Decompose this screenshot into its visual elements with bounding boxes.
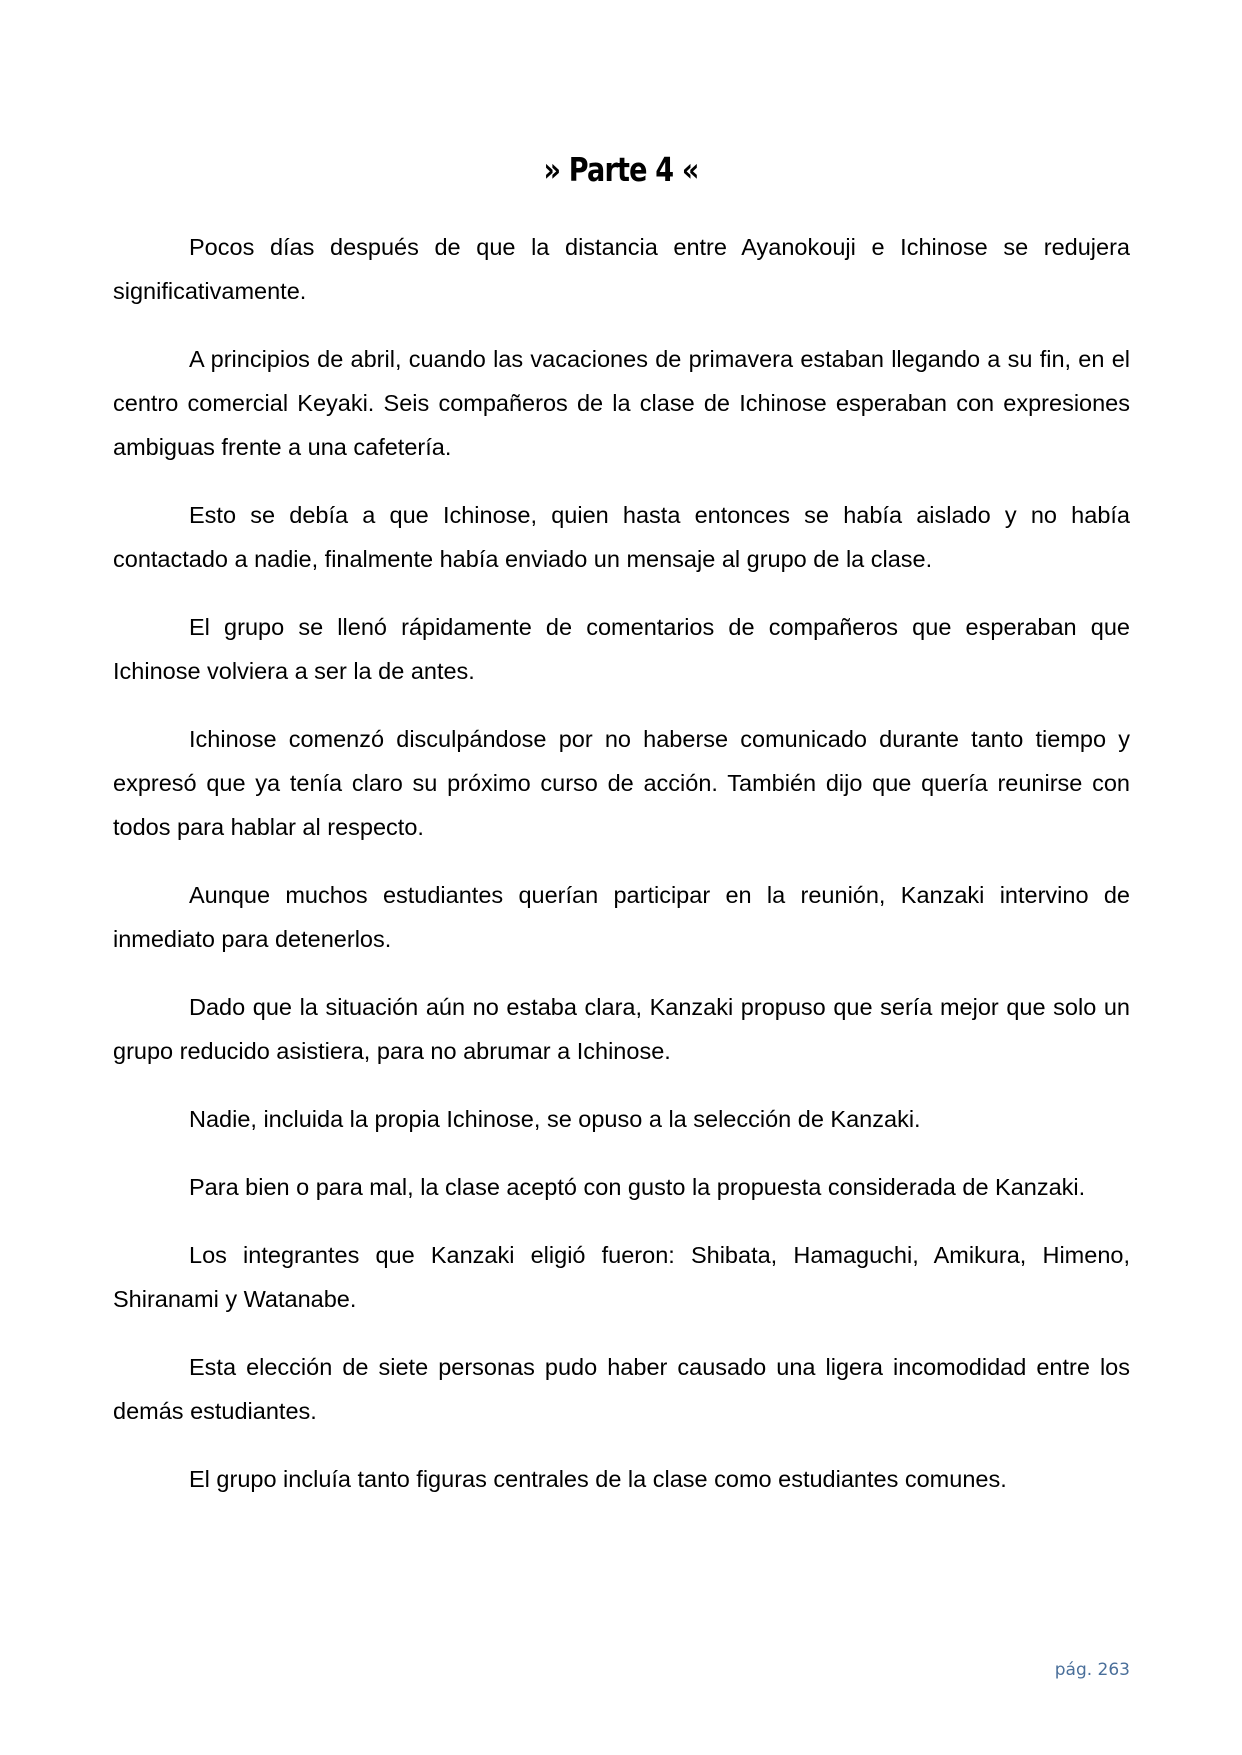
paragraph: Dado que la situación aún no estaba clara, Kanzaki propuso que sería mejor que solo un grupo reducido asistiera, para no abrumar a Ichinose. (113, 994, 1130, 1064)
page-number: pág. 263 (1054, 1660, 1130, 1680)
paragraph: Pocos días después de que la distancia entre Ayanokouji e Ichinose se redujera significativamente. (113, 234, 1130, 304)
paragraph: Esta elección de siete personas pudo haber causado una ligera incomodidad entre los demás estudiantes. (113, 1354, 1130, 1424)
paragraph: El grupo incluía tanto figuras centrales de la clase como estudiantes comunes. (189, 1466, 1007, 1492)
paragraph: Ichinose comenzó disculpándose por no haberse comunicado durante tanto tiempo y expresó que ya tenía claro su próximo curso de acción. También dijo que quería reunirse con todos para hablar al respecto. (113, 726, 1130, 840)
paragraph: A principios de abril, cuando las vacaciones de primavera estaban llegando a su fin, en el centro comercial Keyaki. Seis compañeros de la clase de Ichinose esperaban con expresiones ambiguas frente a una cafetería. (113, 346, 1130, 460)
paragraph: Para bien o para mal, la clase aceptó con gusto la propuesta considerada de Kanzaki. (189, 1174, 1086, 1200)
section-title: » Parte 4 « (543, 150, 699, 189)
body-text (113, 225, 1130, 1525)
paragraph: Aunque muchos estudiantes querían participar en la reunión, Kanzaki intervino de inmediato para detenerlos. (113, 882, 1130, 952)
paragraph: Los integrantes que Kanzaki eligió fueron: Shibata, Hamaguchi, Amikura, Himeno, Shiranami y Watanabe. (113, 1242, 1130, 1312)
paragraph: Nadie, incluida la propia Ichinose, se opuso a la selección de Kanzaki. (189, 1106, 921, 1132)
paragraph: El grupo se llenó rápidamente de comentarios de compañeros que esperaban que Ichinose volviera a ser la de antes. (113, 614, 1130, 684)
paragraph: Esto se debía a que Ichinose, quien hasta entonces se había aislado y no había contactado a nadie, finalmente había enviado un mensaje al grupo de la clase. (113, 502, 1130, 572)
